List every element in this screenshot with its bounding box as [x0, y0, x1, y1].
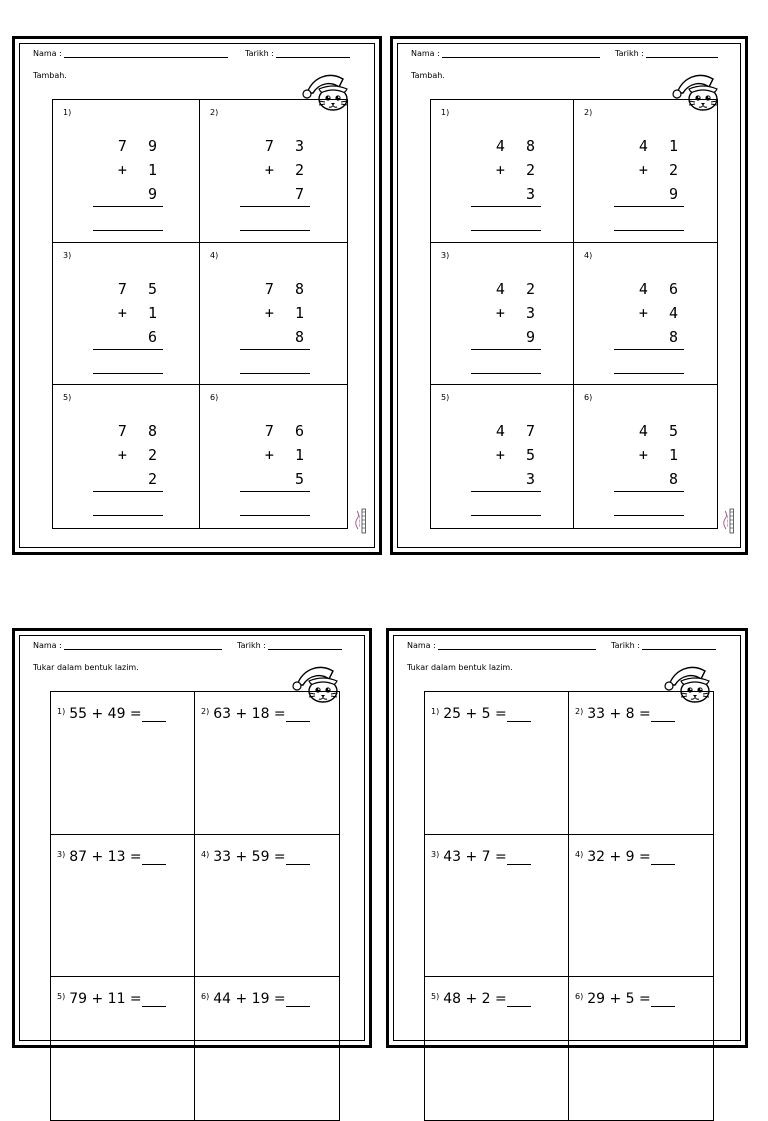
answer-blank	[286, 852, 310, 865]
answer-line	[240, 514, 310, 516]
problem-cell	[53, 243, 200, 386]
problem-expression: $^{4)}$ 32 + 9 =	[575, 849, 675, 865]
addend-bottom: + 2 2	[93, 443, 163, 492]
addend-top: 4 1	[638, 137, 684, 155]
brand-logo-icon	[723, 507, 735, 535]
name-field: Nama :	[33, 49, 228, 58]
problem-cell	[569, 692, 713, 835]
problem-cell	[195, 977, 339, 1120]
problem-grid	[430, 99, 718, 529]
problem-grid	[50, 691, 340, 1121]
problem-number: 6)	[584, 393, 593, 403]
problem-expression: $^{4)}$ 33 + 59 =	[201, 849, 310, 865]
addend-bottom: + 2 9	[614, 158, 684, 207]
problem-cell	[51, 835, 195, 978]
problem-cell	[53, 100, 200, 243]
problem-cell	[431, 100, 574, 243]
addend-top: 4 2	[495, 279, 541, 298]
problem-cell	[200, 100, 347, 243]
problem-expression: $^{2)}$ 33 + 8 =	[575, 706, 675, 722]
answer-line	[471, 514, 541, 516]
addend-bottom: + 4 8	[614, 301, 684, 350]
answer-line	[471, 372, 541, 374]
answer-blank	[286, 709, 310, 722]
addend-top: 7 8	[117, 422, 163, 441]
problem-cell	[53, 385, 200, 528]
addend-top: 4 8	[495, 137, 541, 155]
problem-expression: $^{1)}$ 25 + 5 =	[431, 706, 531, 722]
problem-number: 5)	[63, 393, 72, 403]
problem-cell	[569, 835, 713, 978]
addend-bottom: + 2 3	[471, 158, 541, 207]
answer-blank	[651, 852, 675, 865]
problem-expression: $^{6)}$ 44 + 19 =	[201, 991, 310, 1007]
problem-expression: $^{1)}$ 55 + 49 =	[57, 706, 166, 722]
problem-cell	[195, 692, 339, 835]
addend-top: 7 8	[264, 279, 310, 298]
problem-grid	[424, 691, 714, 1121]
problem-number: 3)	[441, 250, 450, 260]
problem-expression: $^{5)}$ 48 + 2 =	[431, 991, 531, 1007]
instruction: Tukar dalam bentuk lazim.	[407, 663, 513, 672]
addend-top: 7 9	[117, 137, 163, 155]
problem-cell	[431, 385, 574, 528]
problem-number: 4)	[584, 250, 593, 260]
problem-expression: $^{5)}$ 79 + 11 =	[57, 991, 166, 1007]
addend-bottom: + 1 8	[614, 443, 684, 492]
date-field: Tarikh :	[237, 641, 342, 650]
problem-number: 2)	[210, 108, 219, 117]
problem-cell	[425, 835, 569, 978]
answer-line	[93, 514, 163, 516]
problem-expression: $^{2)}$ 63 + 18 =	[201, 706, 310, 722]
problem-grid	[52, 99, 348, 529]
problem-expression: $^{6)}$ 29 + 5 =	[575, 991, 675, 1007]
brand-logo-icon	[355, 507, 367, 535]
problem-cell	[51, 977, 195, 1120]
problem-cell	[431, 243, 574, 386]
worksheet-3	[12, 628, 372, 1048]
answer-blank	[507, 709, 531, 722]
answer-line	[240, 372, 310, 374]
answer-blank	[651, 994, 675, 1007]
problem-cell	[574, 385, 717, 528]
problem-number: 5)	[441, 393, 450, 403]
addend-bottom: + 3 9	[471, 301, 541, 350]
instruction: Tambah.	[33, 71, 67, 80]
problem-number: 4)	[210, 250, 219, 260]
answer-line	[614, 514, 684, 516]
answer-blank	[142, 852, 166, 865]
answer-blank	[142, 994, 166, 1007]
problem-number: 1)	[63, 108, 72, 117]
problem-cell	[195, 835, 339, 978]
problem-cell	[574, 243, 717, 386]
answer-blank	[507, 994, 531, 1007]
problem-expression: $^{3)}$ 43 + 7 =	[431, 849, 531, 865]
name-field: Nama :	[411, 49, 600, 58]
problem-cell	[200, 385, 347, 528]
problem-number: 3)	[63, 250, 72, 260]
problem-number: 2)	[584, 108, 593, 117]
problem-cell	[425, 692, 569, 835]
date-field: Tarikh :	[615, 49, 718, 58]
addend-top: 4 7	[495, 422, 541, 441]
problem-cell	[569, 977, 713, 1120]
name-field: Nama :	[407, 641, 596, 650]
worksheet-4	[386, 628, 748, 1048]
problem-cell	[425, 977, 569, 1120]
problem-cell	[574, 100, 717, 243]
answer-blank	[507, 852, 531, 865]
instruction: Tukar dalam bentuk lazim.	[33, 663, 139, 672]
answer-line	[614, 229, 684, 231]
addend-bottom: + 1 9	[93, 158, 163, 207]
addend-top: 7 3	[264, 137, 310, 155]
date-field: Tarikh :	[611, 641, 716, 650]
addend-top: 4 6	[638, 279, 684, 298]
answer-blank	[651, 709, 675, 722]
addend-bottom: + 1 8	[240, 301, 310, 350]
problem-expression: $^{3)}$ 87 + 13 =	[57, 849, 166, 865]
name-field: Nama :	[33, 641, 222, 650]
answer-line	[240, 229, 310, 231]
problem-number: 1)	[441, 108, 450, 117]
addend-top: 7 6	[264, 422, 310, 441]
addend-bottom: + 1 5	[240, 443, 310, 492]
problem-cell	[51, 692, 195, 835]
answer-blank	[286, 994, 310, 1007]
worksheet-1	[12, 36, 382, 555]
answer-line	[471, 229, 541, 231]
problem-number: 6)	[210, 393, 219, 403]
addend-bottom: + 5 3	[471, 443, 541, 492]
answer-line	[93, 229, 163, 231]
addend-bottom: + 1 6	[93, 301, 163, 350]
addend-top: 4 5	[638, 422, 684, 441]
addend-bottom: + 2 7	[240, 158, 310, 207]
worksheet-2	[390, 36, 748, 555]
answer-line	[614, 372, 684, 374]
instruction: Tambah.	[411, 71, 445, 80]
answer-blank	[142, 709, 166, 722]
date-field: Tarikh :	[245, 49, 350, 58]
answer-line	[93, 372, 163, 374]
problem-cell	[200, 243, 347, 386]
addend-top: 7 5	[117, 279, 163, 298]
